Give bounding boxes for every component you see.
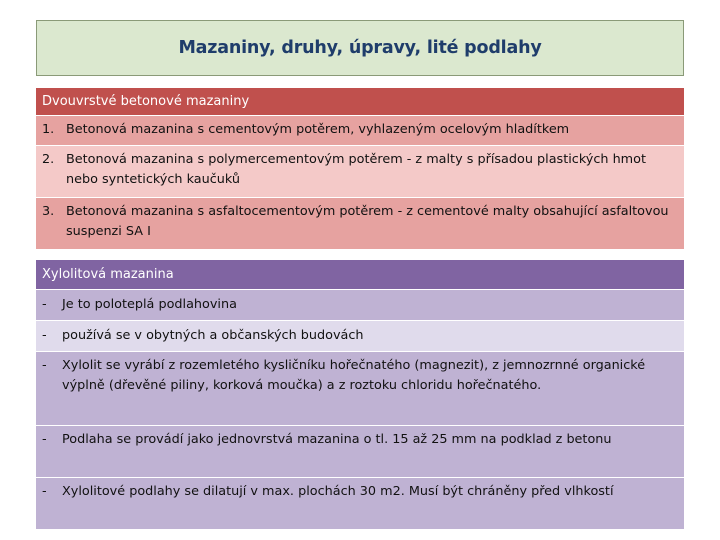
bullet: -	[42, 484, 47, 499]
item-text: používá se v obytných a občanských budovách	[62, 328, 364, 343]
table-row	[36, 290, 684, 321]
table-row	[36, 426, 684, 478]
table-header	[36, 260, 684, 290]
table-xylolitova	[36, 260, 684, 530]
item-number: 2.	[42, 152, 55, 167]
item-text: Je to poloteplá podlahovina	[62, 297, 237, 312]
table-row	[36, 146, 684, 198]
table-row	[36, 321, 684, 352]
table-header	[36, 88, 684, 116]
item-text: Betonová mazanina s cementovým potěrem, vyhlazeným ocelovým hladítkem	[66, 122, 570, 137]
bullet: -	[42, 432, 47, 447]
table-row	[36, 198, 684, 250]
item-text: Podlaha se provádí jako jednovrstvá mazanina o tl. 15 až 25 mm na podklad z betonu	[62, 432, 612, 447]
table-dvouvrstve	[36, 88, 684, 250]
bullet: -	[42, 297, 47, 312]
item-text: Betonová mazanina s polymercementovým potěrem - z malty s přísadou plastických hmot nebo syntetických kaučuků	[66, 152, 646, 187]
table-header-label: Dvouvrstvé betonové mazaniny	[42, 94, 250, 109]
item-number: 1.	[42, 122, 55, 137]
page-title: Mazaniny, druhy, úpravy, lité podlahy	[178, 38, 542, 58]
title-box	[36, 20, 684, 76]
table-header-label: Xylolitová mazanina	[42, 267, 174, 282]
table-row	[36, 352, 684, 426]
item-text: Xylolitové podlahy se dilatují v max. plochách 30 m2. Musí být chráněny před vlhkostí	[62, 484, 614, 499]
bullet: -	[42, 328, 47, 343]
item-number: 3.	[42, 204, 55, 219]
table-row	[36, 116, 684, 146]
table-row	[36, 478, 684, 530]
item-text: Xylolit se vyrábí z rozemletého kysličníku hořečnatého (magnezit), z jemnozrnné organické výplně (dřevěné piliny, korková moučka) a z roztoku chloridu hořečnatého.	[62, 358, 646, 393]
item-text: Betonová mazanina s asfaltocementovým potěrem - z cementové malty obsahující asfaltovou suspenzi SA I	[66, 204, 669, 239]
bullet: -	[42, 358, 47, 373]
